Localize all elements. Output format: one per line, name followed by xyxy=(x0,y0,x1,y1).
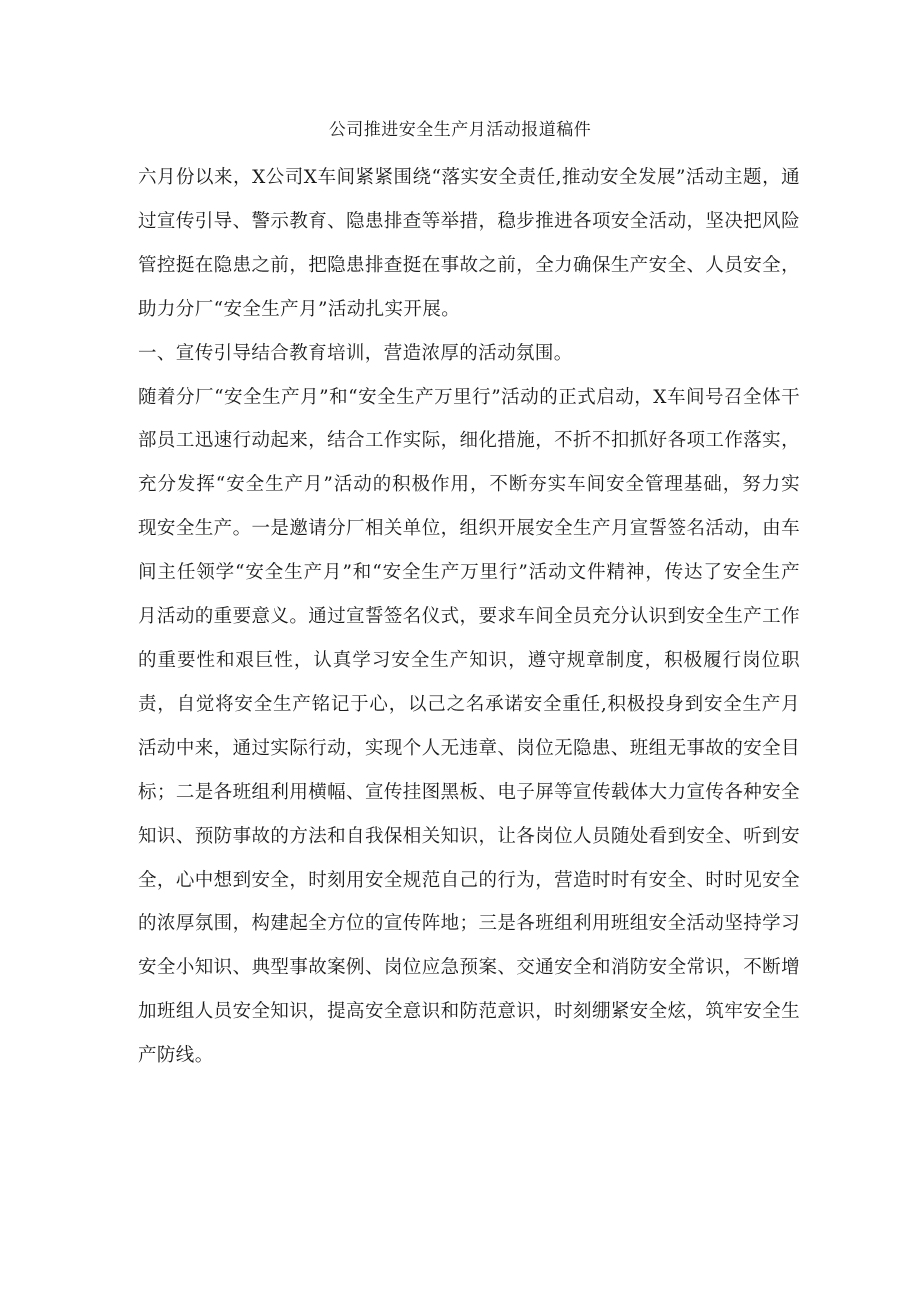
intro-paragraph: 六月份以来，X公司X车间紧紧围绕“落实安全责任,推动安全发展”活动主题，通过宣传引导、警示教育、隐患排查等举措，稳步推进各项安全活动，坚决把风险管控挺在隐患之前，把隐患排查挺在事故之前，全力确保生产安全、人员安全，助力分厂“安全生产月”活动扎实开展。 xyxy=(138,167,800,320)
body-paragraph: 随着分厂“安全生产月”和“安全生产万里行”活动的正式启动，X车间号召全体干部员工迅速行动起来，结合工作实际，细化措施，不折不扣抓好各项工作落实，充分发挥“安全生产月”活动的积极作用，不断夯实车间安全管理基础，努力实现安全生产。一是邀请分厂相关单位，组织开展安全生产月宣誓签名活动，由车间主任领学“安全生产月”和“安全生产万里行”活动文件精神，传达了安全生产月活动的重要意义。通过宣誓签名仪式，要求车间全员充分认识到安全生产工作的重要性和艰巨性，认真学习安全生产知识，遵守规章制度，积极履行岗位职责，自觉将安全生产铭记于心，以己之名承诺安全重任,积极投身到安全生产月活动中来，通过实际行动，实现个人无违章、岗位无隐患、班组无事故的安全目标；二是各班组利用横幅、宣传挂图黑板、电子屏等宣传载体大力宣传各种安全知识、预防事故的方法和自我保相关知识，让各岗位人员随处看到安全、听到安全，心中想到安全，时刻用安全规范自己的行为，营造时时有安全、时时见安全的浓厚氛围，构建起全方位的宣传阵地；三是各班组利用班组安全活动坚持学习安全小知识、典型事故案例、岗位应急预案、交通安全和消防安全常识，不断增加班组人员安全知识，提高安全意识和防范意识，时刻绷紧安全炫，筑牢安全生产防线。 xyxy=(138,386,800,1067)
section-heading: 一、宣传引导结合教育培训，营造浓厚的活动氛围。 xyxy=(138,342,573,364)
document-body xyxy=(138,156,800,1078)
document-title: 公司推进安全生产月活动报道稿件 xyxy=(328,120,592,140)
